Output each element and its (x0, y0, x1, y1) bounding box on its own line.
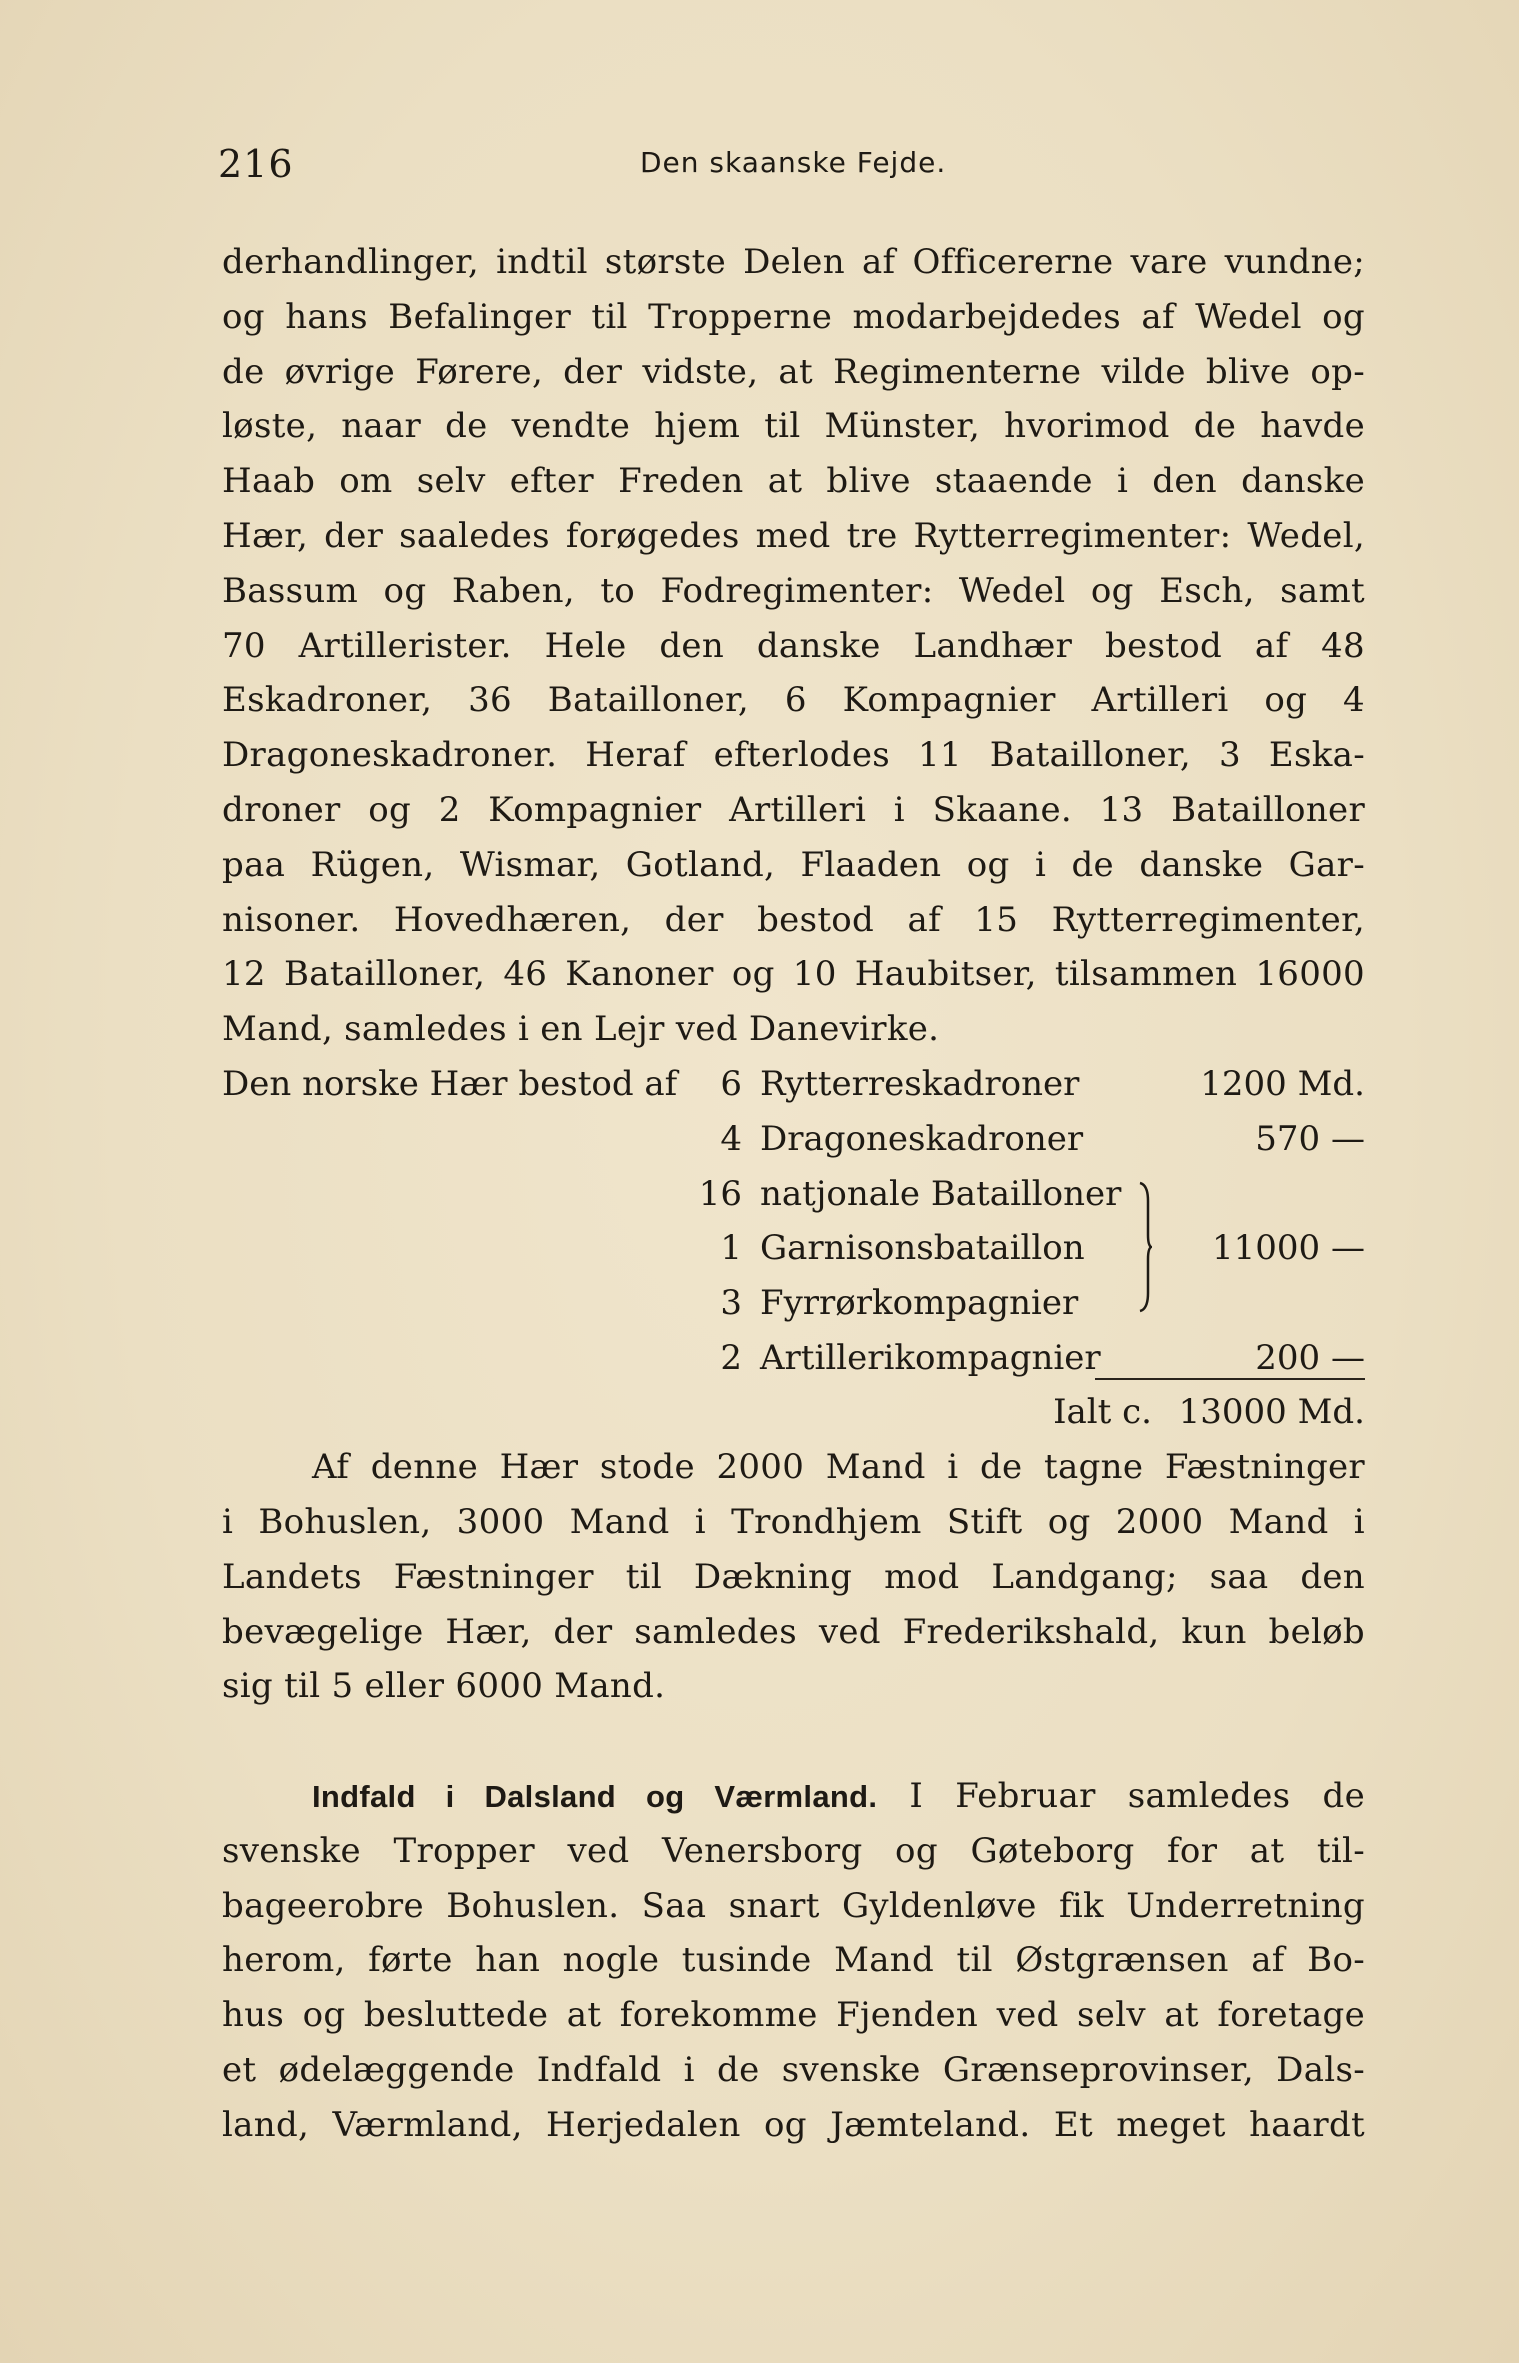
text-line: paa Rügen, Wismar, Gotland, Flaaden og i de danske Gar- (222, 845, 1365, 885)
row-amount: 570 — (1255, 1119, 1365, 1159)
section-first-line-text: I Februar samledes de (909, 1776, 1366, 1816)
text-line: 12 Batailloner, 46 Kanoner og 10 Haubitser, tilsammen 16000 (222, 954, 1365, 994)
text-line: Eskadroner, 36 Batailloner, 6 Kompagnier Artilleri og 4 (222, 680, 1365, 720)
text-line: løste, naar de vendte hjem til Münster, hvorimod de havde (222, 406, 1365, 446)
text-line: sig til 5 eller 6000 Mand. (222, 1666, 666, 1706)
text-line: land, Værmland, Herjedalen og Jæmteland. Et meget haardt (222, 2105, 1365, 2145)
row-amount: 200 — (1255, 1338, 1365, 1378)
row-count: 2 (720, 1338, 742, 1378)
row-unit: Garnisonsbataillon (760, 1228, 1085, 1268)
text-line: Bassum og Raben, to Fodregimenter: Wedel og Esch, samt (222, 571, 1365, 611)
text-line: de øvrige Førere, der vidste, at Regimenterne vilde blive op- (222, 352, 1365, 392)
sum-rule (1095, 1378, 1365, 1380)
total-label: Ialt c. (1053, 1392, 1152, 1432)
text-line: i Bohuslen, 3000 Mand i Trondhjem Stift og 2000 Mand i (222, 1502, 1365, 1542)
row-count: 3 (720, 1283, 742, 1323)
text-line: 70 Artillerister. Hele den danske Landhær bestod af 48 (222, 626, 1365, 666)
text-line: og hans Befalinger til Tropperne modarbejdedes af Wedel og (222, 297, 1365, 337)
text-line: et ødelæggende Indfald i de svenske Grænseprovinser, Dals- (222, 2050, 1365, 2090)
page-number: 216 (218, 142, 294, 186)
text-line: Haab om selv efter Freden at blive staaende i den danske (222, 461, 1365, 501)
row-amount: 11000 — (1212, 1228, 1365, 1268)
text-line: Mand, samledes i en Lejr ved Danevirke. (222, 1009, 940, 1049)
row-count: 4 (720, 1119, 742, 1159)
section-heading: Indfald i Dalsland og Værmland. (312, 1779, 878, 1814)
row-unit: Fyrrørkompagnier (760, 1283, 1079, 1323)
total-value: 13000 Md. (1178, 1392, 1365, 1432)
text-line: bageerobre Bohuslen. Saa snart Gyldenløve fik Underretning (222, 1886, 1365, 1926)
row-unit: Rytterreskadroner (760, 1064, 1080, 1104)
row-unit: Dragoneskadroner (760, 1119, 1084, 1159)
text-line: Dragoneskadroner. Heraf efterlodes 11 Batailloner, 3 Eska- (222, 735, 1365, 775)
text-line: nisoner. Hovedhæren, der bestod af 15 Rytterregimenter, (222, 900, 1365, 940)
row-count: 1 (720, 1228, 742, 1268)
table-intro: Den norske Hær bestod af (222, 1064, 678, 1104)
text-line: hus og besluttede at forekomme Fjenden ved selv at foretage (222, 1995, 1365, 2035)
running-title: Den skaanske Fejde. (640, 146, 947, 179)
text-line: Landets Fæstninger til Dækning mod Landgang; saa den (222, 1557, 1365, 1597)
row-amount: 1200 Md. (1200, 1064, 1365, 1104)
text-line: Hær, der saaledes forøgedes med tre Rytterregimenter: Wedel, (222, 516, 1365, 556)
text-line: droner og 2 Kompagnier Artilleri i Skaane. 13 Batailloner (222, 790, 1365, 830)
text-line: Af denne Hær stode 2000 Mand i de tagne Fæstninger (312, 1447, 1365, 1487)
row-count: 16 (698, 1174, 742, 1214)
text-line: svenske Tropper ved Venersborg og Gøteborg for at til- (222, 1831, 1365, 1871)
section-first-line (312, 1776, 1365, 1816)
text-line: bevægelige Hær, der samledes ved Frederikshald, kun beløb (222, 1612, 1365, 1652)
text-line: derhandlinger, indtil største Delen af Officererne vare vundne; (222, 242, 1365, 282)
row-count: 6 (720, 1064, 742, 1104)
text-line: herom, førte han nogle tusinde Mand til Østgrænsen af Bo- (222, 1940, 1365, 1980)
row-unit: Artillerikompagnier (760, 1338, 1101, 1378)
row-unit: natjonale Batailloner (760, 1174, 1122, 1214)
